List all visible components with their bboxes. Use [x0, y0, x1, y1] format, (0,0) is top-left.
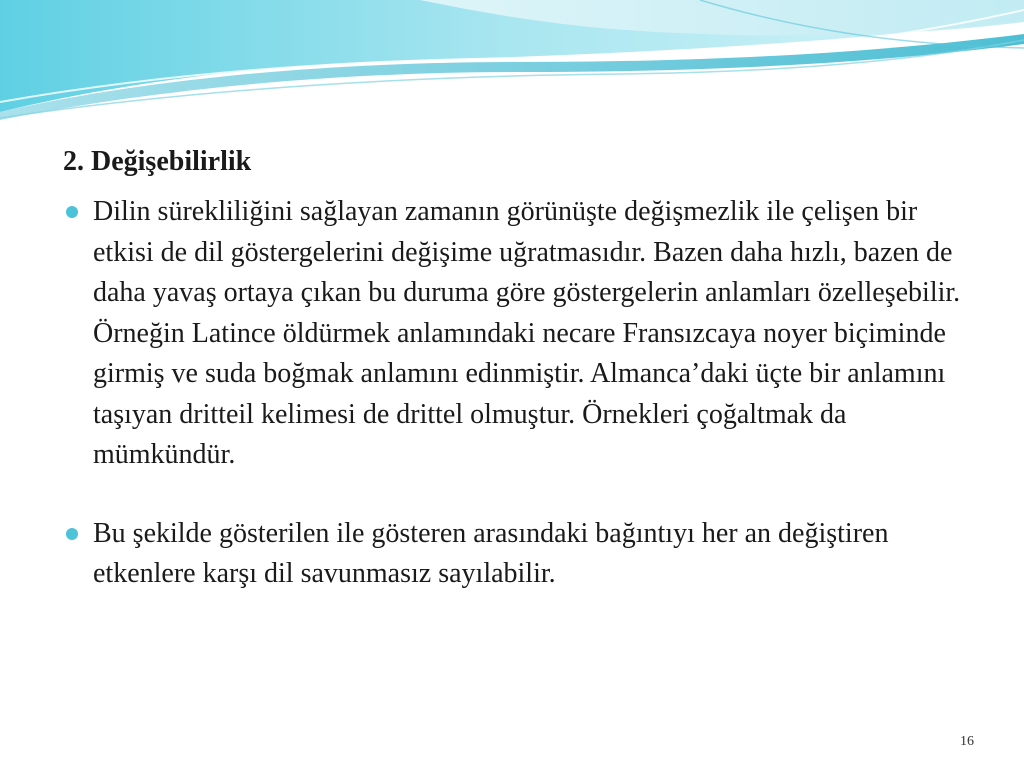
bullet-text: Dilin sürekliliğini sağlayan zamanın görünüşte değişmezlik ile çelişen bir etkisi de dil göstergelerini değişime uğratmasıdır. Bazen daha hızlı, bazen de daha yavaş ortaya çıkan bu duruma göre göstergelerin anlamları özelleşebilir. Örneğin Latince öldürmek anlamındaki necare Fransızcaya noyer biçiminde girmiş ve suda boğmak anlamını edinmiştir. Almanca’daki üçte bir anlamını taşıyan dritteil kelimesi de drittel olmuştur. Örnekleri çoğaltmak da mümkündür. [93, 196, 961, 470]
bullet-list [63, 192, 973, 595]
page-number: 16 [960, 734, 974, 749]
bullet-dot-icon [66, 528, 78, 540]
slide-heading: 2. Değişebilirlik [63, 146, 252, 177]
bullet-text: Bu şekilde gösterilen ile gösteren arasındaki bağıntıyı her an değiştiren etkenlere karşı dil savunmasız sayılabilir. [93, 517, 889, 589]
bullet-dot-icon [66, 206, 78, 218]
wave-header-decoration [0, 0, 1024, 130]
bullet-item [63, 192, 973, 476]
bullet-item [63, 514, 973, 595]
